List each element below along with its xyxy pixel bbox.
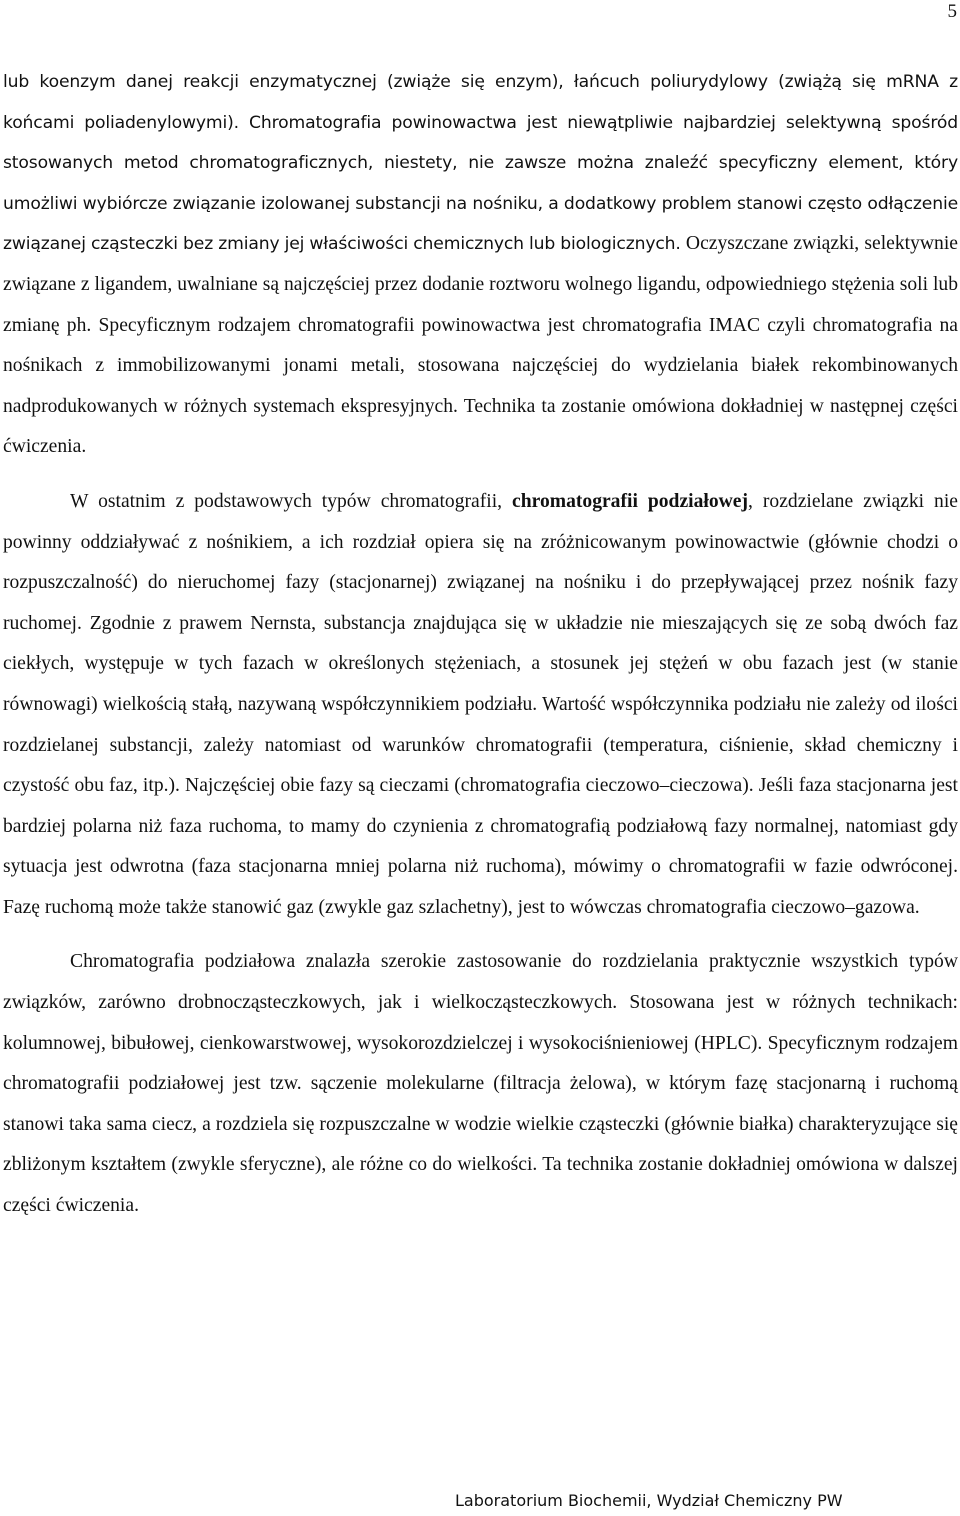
paragraph-1-part-b: Oczyszczane związki, selektywnie związane z ligandem, uwalniane są najczęściej przez dodanie roztworu wolnego ligandu, odpowiedniego stężenia soli lub zmianę ph. Specyficznym rodzajem chromatografii powinowactwa jest chromatografia IMAC czyli chromatografia na nośnikach z immobilizowanymi jonami metali, stosowana najczęściej do wydzielania białek rekombinowanych nadprodukowanych w różnych systemach ekspresyjnych. Technika ta zostanie omówiona dokładniej w następnej części ćwiczenia. bbox=[3, 233, 958, 458]
paragraph-affinity-chromatography bbox=[3, 62, 958, 468]
page-footer: Laboratorium Biochemii, Wydział Chemiczny PW bbox=[455, 1491, 843, 1510]
document-body bbox=[3, 62, 958, 1227]
paragraph-2-rest: , rozdzielane związki nie powinny oddziaływać z nośnikiem, a ich rozdział opiera się na zróżnicowanym powinowactwie (głównie chodzi o rozpuszczalność) do nieruchomej fazy (stacjonarnej) związanej na nośniku i do przepływającej przez nośnik fazy ruchomej. Zgodnie z prawem Nernsta, substancja znajdująca się w układzie nie mieszających się ze sobą dwóch faz ciekłych, występuje w tych fazach w określonych stężeniach, a stosunek jej stężeń w obu fazach jest (w stanie równowagi) wielkością stałą, nazywaną współczynnikiem podziału. Wartość współczynnika podziału nie zależy od ilości rozdzielanej substancji, zależy natomiast od warunków chromatografii (temperatura, ciśnienie, skład chemiczny i czystość obu faz, itp.). Najczęściej obie fazy są cieczami (chromatografia cieczowo–cieczowa). Jeśli faza stacjonarna jest bardziej polarna niż faza ruchoma, to mamy do czynienia z chromatografią podziałową fazy normalnej, natomiast gdy sytuacja jest odwrotna (faza stacjonarna mniej polarna niż ruchoma), mówimy o chromatografii w fazie odwróconej. Fazę ruchomą może także stanowić gaz (zwykle gaz szlachetny), jest to wówczas chromatografia cieczowo–gazowa. bbox=[3, 490, 958, 918]
partition-chromatography-term: chromatografii podziałowej bbox=[512, 490, 749, 512]
paragraph-partition-applications: Chromatografia podziałowa znalazła szerokie zastosowanie do rozdzielania praktycznie wszystkich typów związków, zarówno drobnocząsteczkowych, jak i wielkocząsteczkowych. Stosowana jest w różnych technikach: kolumnowej, bibułowej, cienkowarstwowej, wysokorozdzielczej i wysokociśnieniowej (HPLC). Specyficznym rodzajem chromatografii podziałowej jest tzw. sączenie molekularne (filtracja żelowa), w którym fazę stacjonarną i ruchomą stanowi taka sama ciecz, a rozdziela się rozpuszczalne w wodzie wielkie cząsteczki (głównie białka) charakteryzujące się zbliżonym kształtem (zwykle sferyczne), ale różne co do wielkości. Ta technika zostanie dokładniej omówiona w dalszej części ćwiczenia. bbox=[3, 951, 958, 1217]
paragraph-2-lead: W ostatnim z podstawowych typów chromatografii, bbox=[70, 490, 513, 512]
paragraph-1-part-a: lub koenzym danej reakcji enzymatycznej (zwiąże się enzym), łańcuch poliurydylowy (zwiążą się mRNA z końcami poliadenylowymi). Chromatografia powinowactwa jest niewątpliwie najbardziej selektywną spośród stosowanych metod chromatograficznych, niestety, nie zawsze można znaleźć specyficzny element, który umożliwi wybiórcze związanie izolowanej substancji na nośniku, a dodatkowy problem stanowi często odłączenie związanej cząsteczki bez zmiany jej właściwości chemicznych lub biologicznych. bbox=[3, 72, 958, 255]
page-number: 5 bbox=[947, 1, 957, 22]
paragraph-partition-chromatography bbox=[3, 482, 958, 929]
